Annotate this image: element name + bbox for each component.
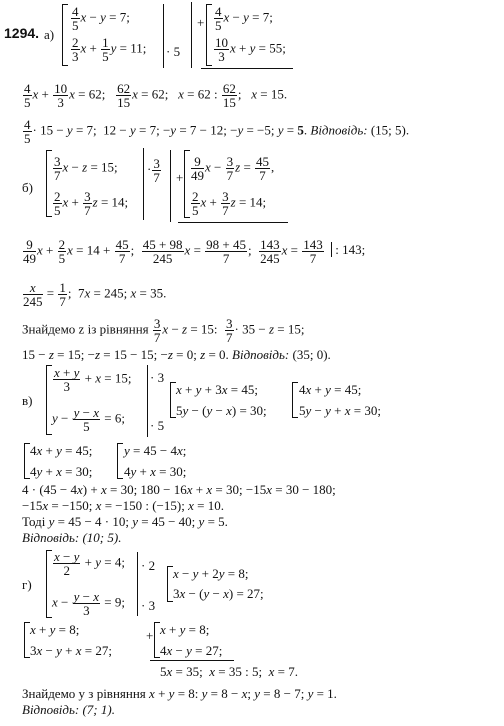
multiplier-bar [163, 4, 164, 68]
math-line: 15 − z = 15; −z = 15 − 15; −z = 0; z = 0. Відповідь: (35; 0). [22, 347, 331, 362]
answer-label: Відповідь: [310, 122, 368, 138]
math-line: Тоді y = 45 − 4 · 10; y = 45 − 40; y = 5. [22, 514, 228, 529]
equation: x − y + 2y = 8; [173, 566, 249, 581]
math-line: Знайдемо y з рівняння x + y = 8: y = 8 − x; y = 8 − 7; y = 1. [22, 686, 337, 701]
answer-v: (10; 5). [82, 530, 122, 545]
multiplier: · 5 [166, 44, 181, 59]
system-brace [292, 382, 298, 418]
equation: 4x + y = 45; [299, 382, 362, 397]
answer-a: (15; 5). [370, 122, 410, 138]
multiplier: · 3 [150, 370, 165, 385]
equation: $\frac{10}{3}$ x + y = 55; [215, 35, 286, 64]
equation: 3x − y + x = 27; [30, 643, 112, 658]
equation: 4x − y = 27; [160, 643, 223, 658]
answer-g: (7; 1). [82, 702, 115, 717]
equation: $\frac{4}{5}$ x − y = 7; [215, 4, 273, 33]
equation: $\frac{9}{49}$ x − $\frac{3}{7}$ z = $\frac{45}{7}$ , [191, 154, 275, 183]
equation: $\frac{4}{5}$ x − y = 7; [72, 4, 130, 33]
equation: x + y + 3x = 45; [176, 382, 258, 397]
sum-line [150, 660, 234, 661]
equation: x + y = 8; [160, 622, 210, 637]
equation: 3x − (y − x) = 27; [173, 586, 264, 601]
math-line: Знайдемо z із рівняння $\frac{3}{7}$ x − z = 15: $\frac{3}{7}$ · 35 − z = 15; [22, 316, 305, 345]
equation: x − $\frac{y - x}{3}$ = 9; [52, 589, 125, 618]
plus-sign: + [176, 170, 184, 185]
multiplier-bar [147, 365, 148, 437]
part-b-label: б) [22, 180, 33, 195]
multiplier: · 2 [141, 558, 156, 573]
divider [170, 150, 171, 222]
system-brace [206, 4, 212, 66]
math-line: $\frac{x}{245}$ = $\frac{1}{7}$ ; 7x = 245; x = 35. [23, 280, 167, 309]
part-a-label: а) [44, 27, 55, 42]
answer-line [22, 702, 115, 717]
equation: y = 45 − 4x; [124, 443, 187, 458]
equation: x + y = 8; [30, 622, 80, 637]
multiplier: · $\frac{3}{7}$ [147, 156, 160, 185]
equation: 4y + x = 30; [30, 464, 93, 479]
equation: 5y − (y − x) = 30; [176, 403, 267, 418]
multiplier-bar [137, 552, 138, 616]
math-line: $\frac{9}{49}$ x + $\frac{2}{5}$ x = 14 + $\frac{45}{7}$ ; $\frac{45 + 98}{245}$ x = $\frac{98 + 45}{7}$ ; $\frac{143}{245}$ x = $\frac{143}{7}$ : 143; [23, 237, 366, 266]
plus-sign: + [197, 15, 205, 30]
multiplier: · 5 [150, 418, 165, 433]
find-y-text: Знайдемо y з рівняння [22, 686, 146, 701]
equation: $\frac{3}{7}$ x − z = 15; [54, 154, 118, 183]
answer-label: Відповідь: [22, 702, 80, 717]
problem-number: 1294. [4, 25, 40, 41]
divider [191, 2, 192, 68]
equation: $\frac{x + y}{3}$ + x = 15; [54, 365, 132, 394]
equation: $\frac{2}{5}$ x + $\frac{3}{7}$ z = 14; [192, 189, 267, 218]
multiplier-bar [143, 148, 144, 220]
part-v-label: в) [22, 393, 33, 408]
system-brace [62, 4, 68, 66]
answer-label: Відповідь: [22, 530, 80, 545]
find-z-text: Знайдемо z із рівняння [22, 321, 149, 337]
math-line: 4 · (45 − 4x) + x = 30; 180 − 16x + x = 30; −15x = 30 − 180; [22, 482, 336, 497]
math-line: $\frac{4}{5}$ x + $\frac{10}{3}$ x = 62; $\frac{62}{15}$ x = 62; x = 62 : $\frac{62}{15}$ ; x = 15. [24, 81, 288, 110]
sum-line [201, 68, 293, 69]
then-text: Тоді [22, 514, 46, 529]
equation: $\frac{2}{3}$ x + $\frac{1}{5}$ y = 11; [72, 35, 147, 64]
math-line: 5x = 35; x = 35 : 5; x = 7. [160, 664, 298, 679]
plus-sign: + [146, 628, 154, 643]
equation: $\frac{x - y}{2}$ + y = 4; [54, 549, 125, 578]
part-g-label: г) [22, 577, 32, 592]
sum-line [178, 222, 288, 223]
answer-line [22, 530, 121, 545]
answer-label: Відповідь: [232, 347, 290, 362]
equation: 4y + x = 30; [124, 464, 187, 479]
math-line: $\frac{4}{5}$ · 15 − y = 7; 12 − y = 7; −y = 7 − 12; −y = −5; y = 5. Відповідь: (15; 5). [24, 117, 410, 146]
equation: y − $\frac{y - x}{5}$ = 6; [52, 405, 125, 434]
equation: 5y − y + x = 30; [299, 403, 381, 418]
system-brace [117, 443, 123, 479]
equation: $\frac{2}{5}$ x + $\frac{3}{7}$ z = 14; [54, 189, 129, 218]
answer-b: (35; 0). [292, 347, 331, 362]
multiplier: · 3 [141, 598, 156, 613]
math-line: −15x = −150; x = −150 : (−15); x = 10. [22, 498, 224, 513]
equation: 4x + y = 45; [30, 443, 93, 458]
